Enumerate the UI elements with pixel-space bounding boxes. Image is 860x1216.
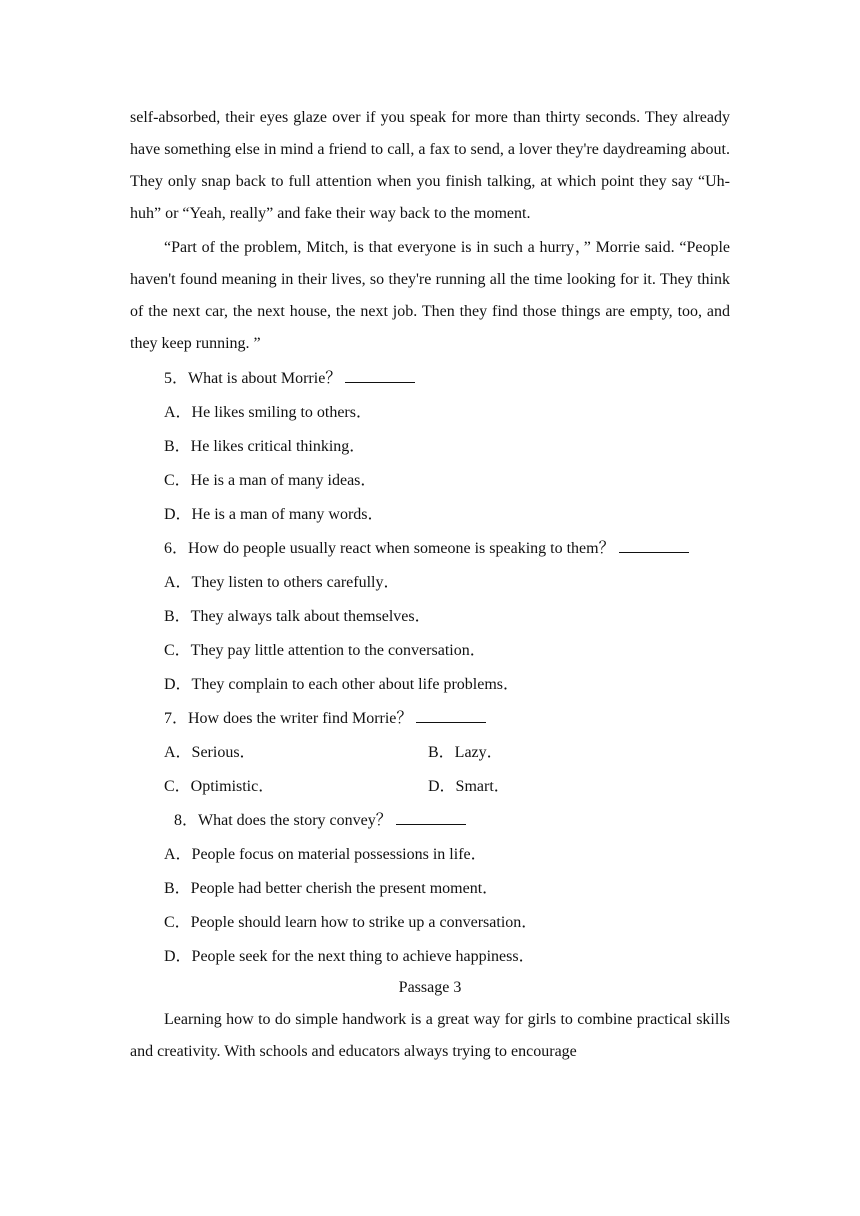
option-6c: C．They pay little attention to the conversation． [164, 642, 486, 659]
option-8b: B．People had better cherish the present moment． [164, 880, 499, 897]
option-6a: A．They listen to others carefully． [164, 574, 400, 591]
question-6-stem: 6．How do people usually react when someone is speaking to them？ [164, 540, 615, 557]
option-7a: A．Serious． [164, 744, 256, 761]
option-7b: B．Lazy． [428, 744, 503, 761]
answer-blank-8 [396, 806, 466, 825]
option-8a: A．People focus on material possessions in life． [164, 846, 487, 863]
question-7 [130, 702, 730, 736]
paragraph-1: self-absorbed, their eyes glaze over if you speak for more than thirty seconds. They already have something else in mind a friend to call, a fax to send, a lover they're daydreaming about. They only snap back to full attention when you finish talking, at which point they say “Uh-huh” or “Yeah, really” and fake their way back to the moment. [130, 109, 730, 222]
passage-3-title: Passage 3 [398, 979, 462, 996]
option-6d: D．They complain to each other about life problems． [164, 676, 520, 693]
options-7-row-2 [130, 770, 730, 804]
passage-3-paragraph: Learning how to do simple handwork is a great way for girls to combine practical skills and creativity. With schools and educators always trying to encourage [130, 1011, 730, 1060]
paragraph-2: “Part of the problem, Mitch, is that everyone is in such a hurry，” Morrie said. “People haven't found meaning in their lives, so they're running all the time looking for it. They think of the next car, the next house, the next job. Then they find those things are empty, too, and they keep running. ” [130, 239, 730, 352]
option-5d: D．He is a man of many words． [164, 506, 384, 523]
options-7-row-1 [130, 736, 730, 770]
question-5-stem: 5．What is about Morrie？ [164, 370, 342, 387]
option-5c: C．He is a man of many ideas． [164, 472, 377, 489]
question-8-stem: 8．What does the story convey？ [174, 812, 392, 829]
answer-blank-7 [416, 704, 486, 723]
question-5 [130, 362, 730, 396]
option-8d: D．People seek for the next thing to achieve happiness． [164, 948, 535, 965]
question-7-stem: 7．How does the writer find Morrie？ [164, 710, 413, 727]
option-7c: C．Optimistic． [164, 778, 275, 795]
answer-blank-5 [345, 364, 415, 383]
option-5b: B．He likes critical thinking． [164, 438, 366, 455]
option-7d: D．Smart． [428, 778, 510, 795]
question-8 [130, 804, 730, 838]
page-content [130, 102, 730, 1068]
option-8c: C．People should learn how to strike up a conversation． [164, 914, 538, 931]
answer-blank-6 [619, 534, 689, 553]
option-5a: A．He likes smiling to others． [164, 404, 372, 421]
question-6 [130, 532, 730, 566]
option-6b: B．They always talk about themselves． [164, 608, 431, 625]
